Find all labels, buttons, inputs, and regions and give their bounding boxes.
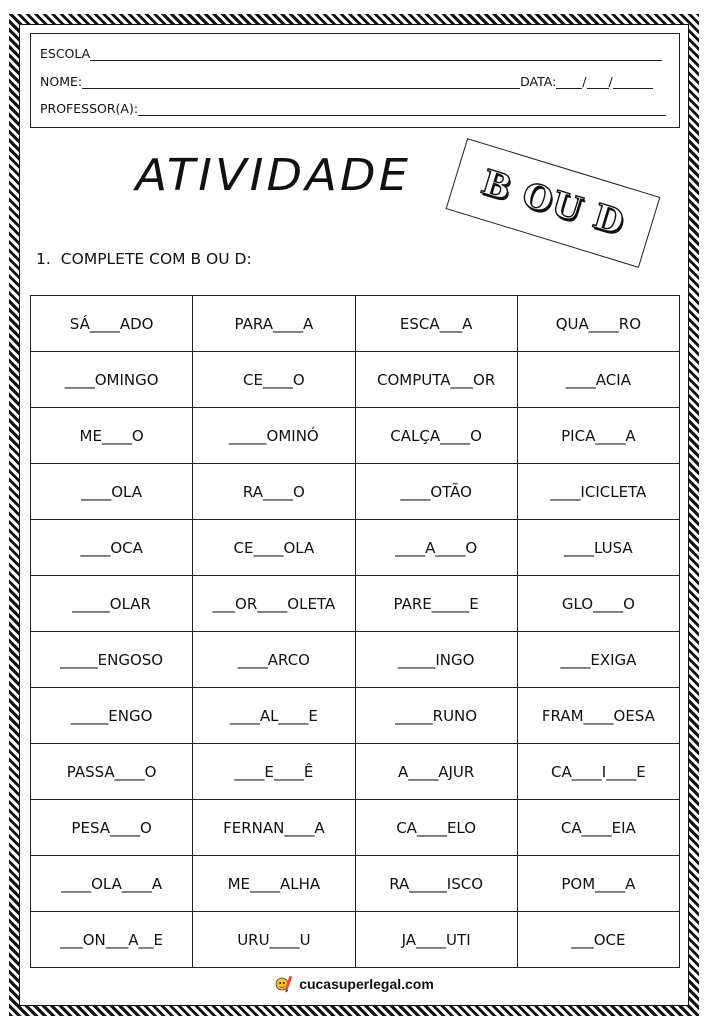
word-cell[interactable]: SÁ____ADO — [31, 296, 193, 352]
date-separator: / — [608, 74, 613, 89]
word-cell[interactable]: FRAM____OESA — [517, 688, 679, 744]
word-cell[interactable]: ____E____Ê — [193, 744, 355, 800]
word-cell[interactable]: _____RUNO — [355, 688, 517, 744]
word-cell[interactable]: ____OTÃO — [355, 464, 517, 520]
word-cell[interactable]: ____ICICLETA — [517, 464, 679, 520]
word-cell[interactable]: CE____OLA — [193, 520, 355, 576]
word-cell[interactable]: _____INGO — [355, 632, 517, 688]
word-cell[interactable]: PESA____O — [31, 800, 193, 856]
word-cell[interactable]: PARA____A — [193, 296, 355, 352]
footer — [0, 974, 709, 994]
word-cell[interactable]: PARE_____E — [355, 576, 517, 632]
word-cell[interactable]: ___ON___A__E — [31, 912, 193, 968]
header-box — [30, 33, 680, 128]
word-cell[interactable]: ESCA___A — [355, 296, 517, 352]
date-label: DATA: — [520, 74, 557, 89]
word-cell[interactable]: _____ENGO — [31, 688, 193, 744]
word-cell[interactable]: CA____ELO — [355, 800, 517, 856]
word-cell[interactable]: ___OCE — [517, 912, 679, 968]
table-row — [31, 744, 680, 800]
table-row — [31, 800, 680, 856]
word-cell[interactable]: QUA____RO — [517, 296, 679, 352]
table-row — [31, 520, 680, 576]
table-row — [31, 688, 680, 744]
word-cell[interactable]: COMPUTA___OR — [355, 352, 517, 408]
word-cell[interactable]: ___OR____OLETA — [193, 576, 355, 632]
word-cell[interactable]: ____OLA — [31, 464, 193, 520]
question-text: COMPLETE COM B OU D: — [60, 250, 252, 268]
word-cell[interactable]: ____EXIGA — [517, 632, 679, 688]
name-label: NOME: — [40, 74, 83, 89]
table-row — [31, 856, 680, 912]
word-cell[interactable]: ____ARCO — [193, 632, 355, 688]
word-cell[interactable]: CA____EIA — [517, 800, 679, 856]
table-row — [31, 408, 680, 464]
table-row — [31, 352, 680, 408]
teacher-label: PROFESSOR(A): — [40, 101, 139, 116]
table-row — [31, 912, 680, 968]
footer-site[interactable]: cucasuperlegal.com — [299, 976, 434, 992]
word-cell[interactable]: RA____O — [193, 464, 355, 520]
word-cell[interactable]: PASSA____O — [31, 744, 193, 800]
word-cell[interactable]: JA____UTI — [355, 912, 517, 968]
page-title: ATIVIDADE — [135, 150, 412, 201]
date-day-field[interactable] — [556, 75, 582, 89]
word-cell[interactable]: _____OLAR — [31, 576, 193, 632]
question-number: 1. — [36, 250, 51, 268]
word-cell[interactable]: ____ACIA — [517, 352, 679, 408]
word-cell[interactable]: CE____O — [193, 352, 355, 408]
table-row — [31, 632, 680, 688]
stamp-text: B OU D — [476, 162, 630, 244]
word-cell[interactable]: ME____O — [31, 408, 193, 464]
name-field[interactable] — [82, 75, 520, 89]
table-row — [31, 464, 680, 520]
word-cell[interactable]: ME____ALHA — [193, 856, 355, 912]
teacher-line — [40, 101, 666, 116]
question-prompt — [36, 250, 252, 268]
school-field[interactable] — [90, 47, 662, 61]
table-row — [31, 296, 680, 352]
word-cell[interactable]: A____AJUR — [355, 744, 517, 800]
word-cell[interactable]: RA_____ISCO — [355, 856, 517, 912]
exercise-table — [30, 295, 680, 968]
school-line — [40, 46, 662, 61]
word-cell[interactable]: CALÇA____O — [355, 408, 517, 464]
word-cell[interactable]: ____OLA____A — [31, 856, 193, 912]
date-month-field[interactable] — [587, 75, 609, 89]
date-separator: / — [582, 74, 587, 89]
table-row — [31, 576, 680, 632]
word-cell[interactable]: PICA____A — [517, 408, 679, 464]
word-cell[interactable]: ____AL____E — [193, 688, 355, 744]
pencil-mascot-icon — [275, 974, 293, 994]
word-cell[interactable]: POM____A — [517, 856, 679, 912]
word-cell[interactable]: FERNAN____A — [193, 800, 355, 856]
word-cell[interactable]: URU____U — [193, 912, 355, 968]
word-cell[interactable]: GLO____O — [517, 576, 679, 632]
word-cell[interactable]: ____LUSA — [517, 520, 679, 576]
teacher-field[interactable] — [138, 102, 666, 116]
word-cell[interactable]: ____OCA — [31, 520, 193, 576]
name-line — [40, 74, 653, 89]
date-year-field[interactable] — [613, 75, 653, 89]
word-cell[interactable]: _____ENGOSO — [31, 632, 193, 688]
school-label: ESCOLA — [40, 46, 91, 61]
word-cell[interactable]: _____OMINÓ — [193, 408, 355, 464]
word-cell[interactable]: ____A____O — [355, 520, 517, 576]
word-cell[interactable]: CA____I____E — [517, 744, 679, 800]
word-cell[interactable]: ____OMINGO — [31, 352, 193, 408]
